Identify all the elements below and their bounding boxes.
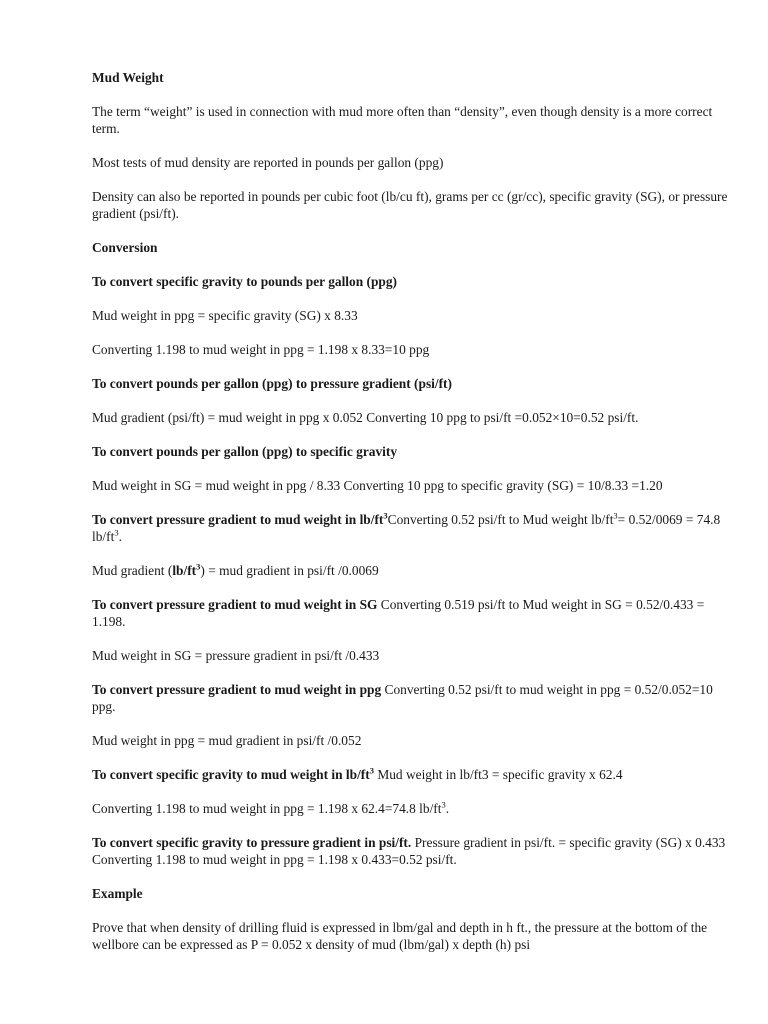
gradient-to-lbft3-formula-a: Mud gradient ( <box>92 563 173 578</box>
sg-to-gradient-text: Pressure gradient in psi/ft. = specific gravity (SG) x 0.433 Converting 1.198 to mud weight in ppg = 1.198 x 0.433=0.52 psi/ft. <box>92 835 726 867</box>
sg-to-lbft3-title <box>92 767 374 782</box>
sg-to-lbft3-title-sup: 3 <box>369 765 374 776</box>
gradient-to-sg-paragraph <box>92 596 728 630</box>
gradient-to-lbft3-text-a: Converting 0.52 psi/ft to Mud weight lb/ft <box>387 512 614 527</box>
gradient-to-lbft3-text-b: = 0.52/0069 = 74.8 lb/ft <box>92 512 721 544</box>
example-heading: Example <box>92 886 143 901</box>
sg-to-gradient-title: To convert specific gravity to pressure gradient in psi/ft. <box>92 835 412 850</box>
gradient-to-sg-title: To convert pressure gradient to mud weight in SG <box>92 597 378 612</box>
intro-units: Density can also be reported in pounds per cubic foot (lb/cu ft), grams per cc (gr/cc), specific gravity (SG), or pressure gradient (psi/ft). <box>92 189 728 221</box>
gradient-to-lbft3-formula <box>92 562 728 579</box>
sg-to-lbft3-paragraph <box>92 766 728 783</box>
sg-to-lbft3-example-text: Converting 1.198 to mud weight in ppg = 1.198 x 62.4=74.8 lb/ft <box>92 801 442 816</box>
ppg-to-gradient-title: To convert pounds per gallon (ppg) to pressure gradient (psi/ft) <box>92 376 452 391</box>
gradient-to-sg-formula: Mud weight in SG = pressure gradient in psi/ft /0.433 <box>92 648 380 663</box>
gradient-to-ppg-title: To convert pressure gradient to mud weight in ppg <box>92 682 382 697</box>
gradient-to-lbft3-title-sup: 3 <box>383 510 388 521</box>
sg-to-lbft3-example-sup: 3 <box>441 799 446 810</box>
intro-weight-term: The term “weight” is used in connection with mud more often than “density”, even though density is a more correct term. <box>92 104 713 136</box>
sg-to-ppg-title: To convert specific gravity to pounds per gallon (ppg) <box>92 274 398 289</box>
gradient-to-lbft3-title-text: To convert pressure gradient to mud weight in lb/ft <box>92 512 384 527</box>
gradient-to-lbft3-formula-bold: lb/ft <box>172 563 197 578</box>
gradient-to-ppg-paragraph <box>92 681 728 715</box>
gradient-to-lbft3-text-a-sup: 3 <box>613 510 618 521</box>
sg-to-gradient-paragraph <box>92 834 728 868</box>
gradient-to-lbft3-paragraph <box>92 511 728 545</box>
document-heading: Mud Weight <box>92 70 164 85</box>
gradient-to-lbft3-text-b-sup: 3 <box>114 527 119 538</box>
sg-to-lbft3-text: Mud weight in lb/ft3 = specific gravity x 62.4 <box>377 767 623 782</box>
gradient-to-lbft3-formula-b: ) = mud gradient in psi/ft /0.0069 <box>200 563 379 578</box>
sg-to-ppg-example: Converting 1.198 to mud weight in ppg = 1.198 x 8.33=10 ppg <box>92 342 430 357</box>
gradient-to-ppg-text: Converting 0.52 psi/ft to mud weight in ppg = 0.52/0.052=10 ppg. <box>92 682 713 714</box>
ppg-to-gradient-text: Mud gradient (psi/ft) = mud weight in ppg x 0.052 Converting 10 ppg to psi/ft =0.052×10=0.52 psi/ft. <box>92 410 639 425</box>
sg-to-lbft3-example <box>92 800 728 817</box>
ppg-to-sg-title: To convert pounds per gallon (ppg) to specific gravity <box>92 444 398 459</box>
gradient-to-sg-text: Converting 0.519 psi/ft to Mud weight in SG = 0.52/0.433 = 1.198. <box>92 597 705 629</box>
sg-to-lbft3-example-end: . <box>445 801 450 816</box>
ppg-to-sg-text: Mud weight in SG = mud weight in ppg / 8.33 Converting 10 ppg to specific gravity (SG) = 10/8.33 =1.20 <box>92 478 663 493</box>
conversion-heading: Conversion <box>92 240 158 255</box>
sg-to-ppg-formula: Mud weight in ppg = specific gravity (SG) x 8.33 <box>92 308 358 323</box>
intro-ppg-tests: Most tests of mud density are reported in pounds per gallon (ppg) <box>92 155 444 170</box>
sg-to-lbft3-title-text: To convert specific gravity to mud weight in lb/ft <box>92 767 370 782</box>
gradient-to-ppg-formula: Mud weight in ppg = mud gradient in psi/ft /0.052 <box>92 733 362 748</box>
gradient-to-lbft3-formula-sup: 3 <box>196 561 201 572</box>
example-text: Prove that when density of drilling fluid is expressed in lbm/gal and depth in h ft., the pressure at the bottom of the wellbore can be expressed as P = 0.052 x density of mud (lbm/gal) x depth (h) psi <box>92 920 708 952</box>
gradient-to-lbft3-title <box>92 512 388 527</box>
gradient-to-lbft3-text-end: . <box>118 529 122 544</box>
